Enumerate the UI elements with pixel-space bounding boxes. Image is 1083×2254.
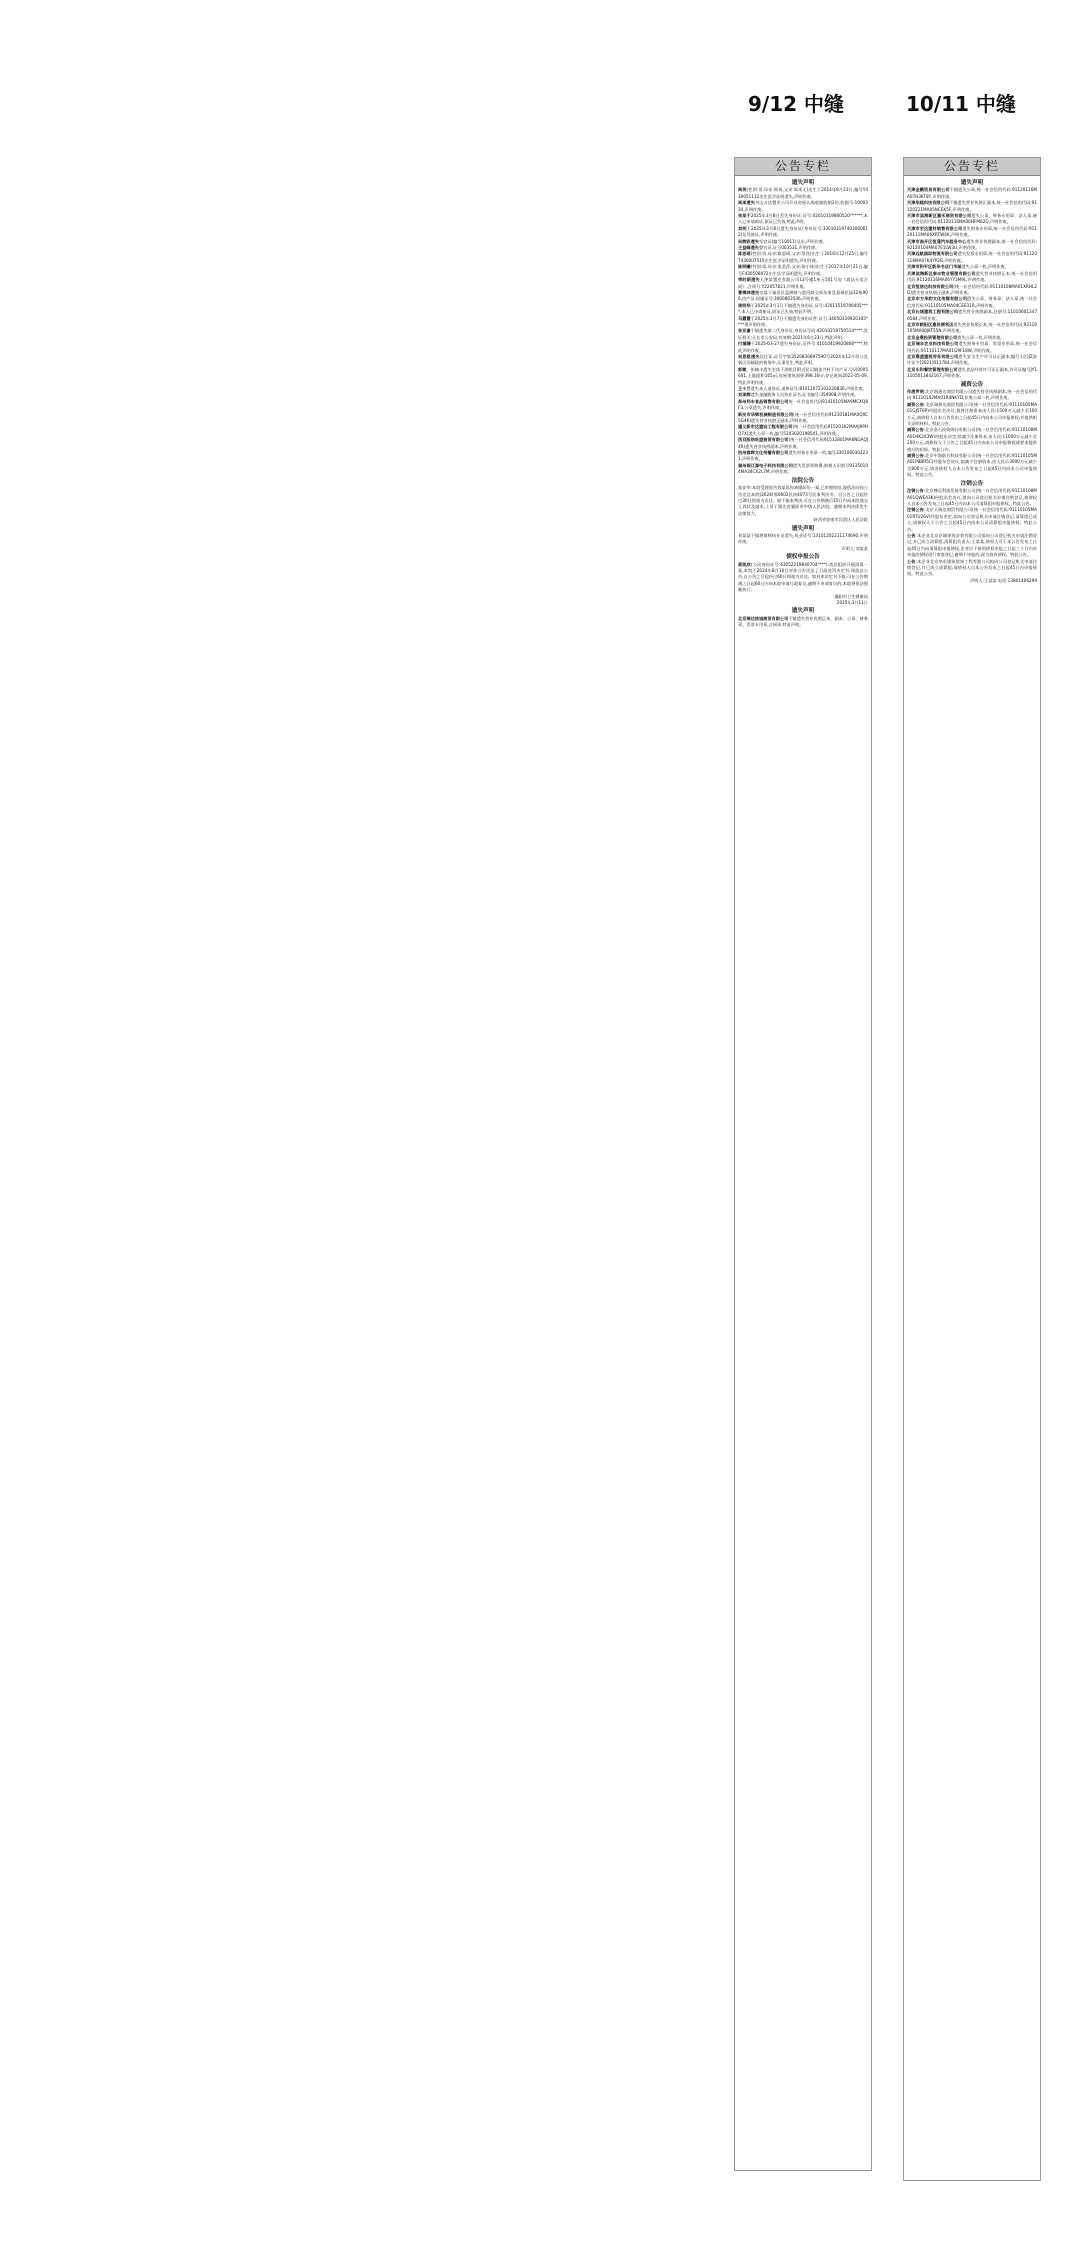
notice-text: :北京博远科技发展有限公司(统一社会信用代码:91110108MA01QWE43K)经股东会决议,拟向公司登记机关申请注销登记,请债权人自本公告发布之日起45日内向本公司清算组申报债权。特此公告。 <box>907 488 1037 506</box>
notice-text: 声明人:王某某 电话:13801406299 <box>970 577 1037 583</box>
notice-entry <box>907 251 1037 264</box>
notice-name: 北京东方华韵文化传媒有限公司 <box>907 296 968 302</box>
notice-name: 北京瑞丰农业科技有限公司 <box>907 341 959 347</box>
notice-text: 遗失公章、财务专用章、法人章,统一社会信用代码:91120116MA06HFM62Q,声明作废。 <box>907 213 1037 225</box>
notice-entry <box>907 507 1037 533</box>
notice-text: 遗失食品经营许可证正副本,许可证编号JY11105013842167,声明作废。 <box>907 366 1037 379</box>
notice-name: 马霞霞 <box>738 315 751 321</box>
announcement-column-left <box>734 157 872 2171</box>
notice-entry <box>907 187 1037 200</box>
notice-entry <box>907 322 1037 335</box>
notice-text: 不慎遗失公章,统一社会信用代码:91120116MA07H3KT8Y,声明作废。 <box>907 187 1037 199</box>
page-heading-left: 9/12 中缝 <box>748 92 845 116</box>
notice-name: 天津华越科技有限公司 <box>907 200 950 206</box>
notice-entry <box>738 328 868 341</box>
notice-entry <box>738 437 868 450</box>
notice-name: 减资公告 <box>907 401 924 407</box>
notice-entry <box>907 226 1037 239</box>
notice-name: 福州闽江源电子科技有限公司 <box>738 462 793 468</box>
notice-entry <box>738 187 868 200</box>
notice-name: 陈明曦 <box>738 264 751 270</box>
notice-text: 遗失本人退休证,退休证号:81012072103220836,声明作废。 <box>750 386 867 391</box>
notice-name: 王益峰遗失 <box>738 245 759 251</box>
notice-name: 西双版纳旺盛商贸有限公司 <box>738 437 789 443</box>
notice-name: 减资公告 <box>907 427 924 433</box>
notice-text: 2025年3月8日丢失身份证,证号:42010319860520******,本人已申请新证,原证已失效,特此声明。 <box>738 213 868 225</box>
signature-line <box>907 578 1037 584</box>
notice-entry <box>738 200 868 213</box>
notice-name: 张某于 <box>738 213 751 219</box>
notice-text: 于2025年3月8日遗失身份证(身份证号:330103197403060612)及驾驶证,声明作废。 <box>738 225 868 238</box>
notice-entry <box>907 271 1037 284</box>
announcement-column-right <box>903 157 1041 2181</box>
notice-entry <box>738 354 868 367</box>
notice-text: 于2025-03-27遗失身份证,证件号:41010419920808****,特此声明作废。 <box>738 341 868 353</box>
notice-text: 不慎遗失营业执照正副本,统一社会信用代码:91120221MA05NCEK5F,声明作废。 <box>907 200 1037 212</box>
notice-entry <box>907 453 1037 479</box>
notice-name: 公告 <box>907 532 916 538</box>
notice-text: :北京润通达商贸有限公司遗失营业执照副本,统一社会信用代码:91110102MA01R4NK7D,作废公章一枚,声明作废。 <box>907 389 1037 401</box>
column-banner: 公告专栏 <box>735 158 871 176</box>
signature-line <box>738 517 868 523</box>
notice-text: 天津某置业有限公司13号楼1单元501号房《商品买卖合同》,合同号:Y22057821,声明作废。 <box>738 277 868 289</box>
notice-text: 陕西省安康市汉滨区人民法院 <box>813 517 868 523</box>
notice-entry <box>907 389 1037 402</box>
notice-name: 天津市滨海新区嘉禾商贸有限公司 <box>907 213 972 219</box>
notice-name: 彭敏 <box>738 366 747 372</box>
notice-text: 不慎遗失第二代身份证,身份证号码:42010219750514****,发证机关:天长市公安局,有效期:2021年6月23日,特此声明。 <box>738 328 868 340</box>
notice-entry <box>907 533 1037 559</box>
notice-text: 军官证(编号10011)及东,声明作废。 <box>758 238 828 244</box>
notice-text: 2025年3月11日 <box>836 600 868 605</box>
notice-entry <box>907 200 1037 213</box>
notice-entry <box>907 367 1037 380</box>
notice-text: (性别:男,母亲:周英,父亲:周术无)出生于2014年8月23日,编号Y430051112出生医学证明遗失,声明作废。 <box>738 187 868 199</box>
notice-text: 遗失公章一枚,声明作废。 <box>961 264 1009 270</box>
notice-text: 张安华:本院受理原告肖某诉你离婚纠纷一案,已审理终结,现依法向你公告送达本院(2024)鄂0602民初4073号民事判决书。自公告之日起经过30日即视为送达。如不服本判决,可在公告期满后15日内向本院递交上诉状及副本,上诉于湖北省襄阳市中级人民法院。逾期本判决即发生法律效力。 <box>738 485 868 516</box>
notice-entry <box>738 264 868 277</box>
notice-entry <box>738 450 868 463</box>
notice-entry <box>738 463 868 476</box>
notice-name: 付福臻 <box>738 341 751 347</box>
notice-entry <box>738 367 868 386</box>
notice-entry <box>738 316 868 329</box>
notice-entry <box>907 239 1037 252</box>
notice-name: 周明华 <box>738 302 751 308</box>
notice-text: 于2025年3月7日不慎遗失身份证件,证号:34050319920305****现声明作废。 <box>738 315 868 327</box>
notice-entry <box>907 402 1037 428</box>
section-title: 遗失声明 <box>791 525 815 532</box>
notice-name: 北京永和餐饮管理有限公司 <box>907 366 958 372</box>
notice-name: 天津市和平区新华书店门市部 <box>907 264 962 270</box>
notice-entry <box>907 296 1037 309</box>
notice-name: 公告 <box>907 558 916 564</box>
notice-text: 声明人:刘某某 <box>841 545 868 551</box>
notice-entry <box>907 309 1037 322</box>
section-title: 减资公告 <box>960 381 984 388</box>
notice-text: 遗失财务专用章一枚,编号3301060302231,声明作废。 <box>738 450 868 462</box>
notice-entry <box>738 226 868 239</box>
notice-name: 天津金鹏贸易有限公司 <box>907 187 950 193</box>
section-title: 债权申报公告 <box>786 554 820 561</box>
notice-name: 周英 <box>738 187 747 193</box>
notice-name: 北京鼎盛建筑劳务有限公司 <box>907 353 959 359</box>
notice-entry <box>738 251 868 264</box>
notice-name: 杭州春晖文化传播有限公司 <box>738 450 789 456</box>
section-title: 遗失声明 <box>960 180 984 186</box>
notice-text: :北京中海联合科技有限公司(统一社会信用代码:91110105MA01P8BR5C)经股东会决议,拟减少注册资本,由人民币3000万元减少至800万元,请各债权人自本公告发布之日起45日内向本公司申报债权。特此公告。 <box>907 453 1037 478</box>
signature-line <box>738 600 868 606</box>
notice-text: 坐落于福田区盈洲路与滨河路交界东南盘嘉瑞花园12栋906,房产证,权属证号:3000803536,声明作废。 <box>738 289 868 302</box>
notice-entry <box>738 533 868 546</box>
notice-name: 减资公告 <box>907 453 924 459</box>
notice-entry <box>907 427 1037 453</box>
notice-text: 舟山万达置业公司开具房屋认购收据收据2份,收据号-1000334,声明作废。 <box>738 200 868 212</box>
page-heading-right: 10/11 中缝 <box>906 92 1016 116</box>
notice-text: :本企业北京华东建筑装饰工程有限公司拟向公司登记机关申请注销登记,并已成立清算组,请债权人自本公告发布之日起45日内申报债权。特此公告。 <box>907 558 1037 577</box>
notice-name: 陈思瑶 <box>738 251 751 257</box>
notice-entry <box>907 213 1037 226</box>
notice-name: 刘明 <box>738 225 747 231</box>
notice-name: 北京长城建筑工程有限公司 <box>907 309 959 315</box>
notice-text: 、彭楠丰遗失坐落于湖里区附近民司镇金兴村不动产证,号码0005601,土地面积165㎡,房屋建筑面积398.16㎡,登记时间2022-05-09,特此声明作废。 <box>738 366 868 385</box>
notice-entry <box>738 303 868 316</box>
notice-name: 天津市南开区恒通汽车服务中心 <box>907 238 967 244</box>
notice-entry <box>738 412 868 425</box>
notice-name: 蒋凯欣 <box>738 561 752 567</box>
notice-name: 天津远航国际物流有限公司 <box>907 251 958 257</box>
notice-name: 吴思桃遗失 <box>738 353 760 359</box>
notice-name: 荣时新遗失 <box>738 277 760 283</box>
notice-entry <box>738 485 868 517</box>
notice-text: 遗失财务专用章、发票专用章,统一社会信用代码:91110117MA01G9F18W,声明作废。 <box>907 341 1037 353</box>
notice-text: 遗失安全生产许可证正副本,编号:(京)JZ安许证字[2021]011784,声明作废。 <box>907 353 1037 366</box>
notice-entry <box>907 488 1037 507</box>
notice-text: 警官证,证号003531,声明作废。 <box>758 245 820 251</box>
notice-text: :北京金石投资顾问有限公司(统一社会信用代码:91110108MA01HK2X3W)经股东决定,拟减少注册资本,由人民币1000万元减少至200万元,请债权人于公告之日起45日内向本公司申报债权或要求提供相应的担保。特此公告。 <box>907 427 1037 452</box>
notice-text: 于2025年3月1日不慎遗失身份证,证号:42011519790405****,本人已申请新证,原证已失效,特此声明。 <box>738 302 868 315</box>
notice-text: :北京天瑞达商贸有限公司(统一社会信用代码:91110105MA01RTU26V)经股东决定,拟向公司登记机关申请注销登记,清算组已成立,请债权人于公告之日起45日内向本公司清算组申报债权。特此公告。 <box>907 507 1037 532</box>
notice-entry <box>738 424 868 437</box>
notice-name: 天津滨海新区泰丰物业管理有限公司 <box>907 270 976 276</box>
notice-entry <box>907 284 1037 297</box>
notice-entry <box>738 341 868 354</box>
notice-text: :本企业北京京城建筑安装有限公司拟向公司登记机关申请注销登记,并已成立清算组,清算组负责人:王某某,债权人可于本公告发布之日起45日内向清算组申报债权,企业应于接到债权申报之日起三十日内对申报的债权进行审查登记,逾期不申报的,视为放弃债权。特此公告。 <box>907 532 1037 558</box>
notice-name: 刘承辉 <box>738 392 751 398</box>
notice-name: 曹梅林遗失 <box>738 289 760 295</box>
notice-name: 天津市宏达建材销售有限公司 <box>907 225 963 231</box>
notice-name: 北京恒信达科技有限公司 <box>907 283 954 289</box>
notice-text: 居住证,证号字第3520830697590号2024年12月份公息新区旧邮政的税务中,无事发生,特此声明。 <box>738 353 868 366</box>
notice-text: 遗失营业执照正本,统一社会信用代码:91120116MA06YY3M9L,声明作废。 <box>907 270 1037 283</box>
notice-text: (统一社会信用代码91532801MA6NGAQJ4R)遗失营业执照副本,声明作废。 <box>738 437 868 449</box>
notice-text: 遗失财务专用章,统一社会信用代码:91120111MA06XRTW4K,声明作废。 <box>907 225 1037 238</box>
notice-text: (统一社会信用代码91520302MAAJ9PHQ7X)遗失公章一枚,编号5203020198541,声明作废。 <box>738 424 868 436</box>
notice-entry <box>738 616 868 629</box>
notice-entry <box>738 277 868 290</box>
column-banner: 公告专栏 <box>904 158 1040 176</box>
notice-name: 北京市朝阳区惠民便利店 <box>907 321 954 327</box>
notice-entry <box>907 559 1037 578</box>
notice-name: 注销公告 <box>907 488 924 494</box>
notice-text: 不慎遗失营业执照正本、副本、公章、财务章、发票专用章,合同章,特此声明。 <box>738 615 868 628</box>
column-body <box>904 176 1040 586</box>
notice-entry <box>907 354 1037 367</box>
signature-line <box>738 546 868 552</box>
notice-entry <box>738 290 868 303</box>
notice-name: 作废声明 <box>907 389 924 394</box>
notice-name: 吴辉彩遗失 <box>738 238 759 244</box>
section-title: 注销公告 <box>960 480 984 487</box>
notice-text: 遗失公章、财务章、法人章,统一社会信用代码:91110105MA04CEE31R,声明作废。 <box>907 296 1037 308</box>
notice-text: 遗失金融服务人员执业证书,证书编号:354908,声明作废。 <box>750 392 859 398</box>
notice-name: 注销公告 <box>907 507 924 513</box>
notice-name: 周承遗失 <box>738 200 756 206</box>
notice-name: 郑州利丰食品销售有限公司 <box>738 398 789 404</box>
section-title: 法院公告 <box>791 477 815 484</box>
notice-name: 张亚豪 <box>738 328 751 334</box>
notice-name: 北京金鼎投资管理有限公司 <box>907 334 958 340</box>
notice-name: 新民市华辉机械制造有限公司 <box>738 411 794 417</box>
notice-text: 统一社会信用代码91410105MA9MCXQ8F3,公章遗失,声明作废。 <box>738 398 868 411</box>
column-body <box>735 176 871 631</box>
notice-entry <box>907 341 1037 354</box>
notice-text: 刘某某不慎将律师执业证遗失,执业证号:13101202211174690,声明作废。 <box>738 532 868 545</box>
notice-entry <box>738 213 868 226</box>
notice-name: 北京瑞达信诚商贸有限公司 <box>738 615 789 621</box>
notice-text: 遗失营业执照正本,统一社会信用代码:92110105MA00JKT55N,声明作废。 <box>907 321 1037 334</box>
section-title: 遗失声明 <box>791 608 815 615</box>
notice-entry <box>738 399 868 412</box>
notice-text: (统一社会信用代码91210181MA0QXC5G4K)遗失营业执照正副本,声明作废。 <box>738 411 868 424</box>
notice-text: (性别:男,母亲:张美萍,父亲:陈小林)出生于2017年10月21日,编号F430508072出生医学证明遗失,声明作废。 <box>738 264 868 276</box>
notice-text: 襄阳市卫生健康局 <box>834 593 868 599</box>
notice-name: 王小兰 <box>738 386 751 391</box>
notice-name: 遵义新宏达建设工程有限公司 <box>738 424 793 430</box>
notice-entry <box>738 562 868 594</box>
notice-text: 遗失营业执照副本,注册号:110106013476584,声明作废。 <box>907 309 1037 321</box>
notice-text: 遗失公章一枚,声明作废。 <box>957 334 1005 340</box>
notice-text: 遗失发票专用章,统一社会信用代码:91120118MA07K4YP2B,声明作废。 <box>907 251 1037 263</box>
notice-text: :北京瑞和达商贸有限公司(统一社会信用代码:91110105MA01GJ5T6P)经股东会决议,拟将注册资本由人民币500万元减少至100万元,请债权人自本公告发布之日起45日内向本公司申报债权,并提供相关证明材料。特此公告。 <box>907 401 1037 427</box>
section-title: 遗失声明 <box>791 180 815 186</box>
notice-text: (公民身份证号:43052219840704****):依法组织开展清算一案,本院于2024年8月16日对你公告送达了行政处罚决定书,现依法公告,自公告之日起经过60日即视为送达。如对本决定书不服,可在公告期满之日起60日内向本院申请行政复议,逾期不申请复议的,本院将依法强制执行。 <box>738 561 868 593</box>
notice-text: (性别:男,母亲:陈思瑶,父亲:蔡良)出生于2016年12月25日,编号T430007515出生医学证明遗失,声明作废。 <box>738 251 868 263</box>
notice-text: 遗失发票领购簿,纳税人识别号91350104MA34CX2L7M,声明作废。 <box>738 462 868 475</box>
notice-text: (统一社会信用代码:91110108MA01XRHL2G)遗失营业执照正副本,声明作废。 <box>907 283 1037 295</box>
notice-text: 遗失营业执照副本,统一社会信用代码:92120104MA07E1LW3U,声明作废。 <box>907 238 1037 251</box>
